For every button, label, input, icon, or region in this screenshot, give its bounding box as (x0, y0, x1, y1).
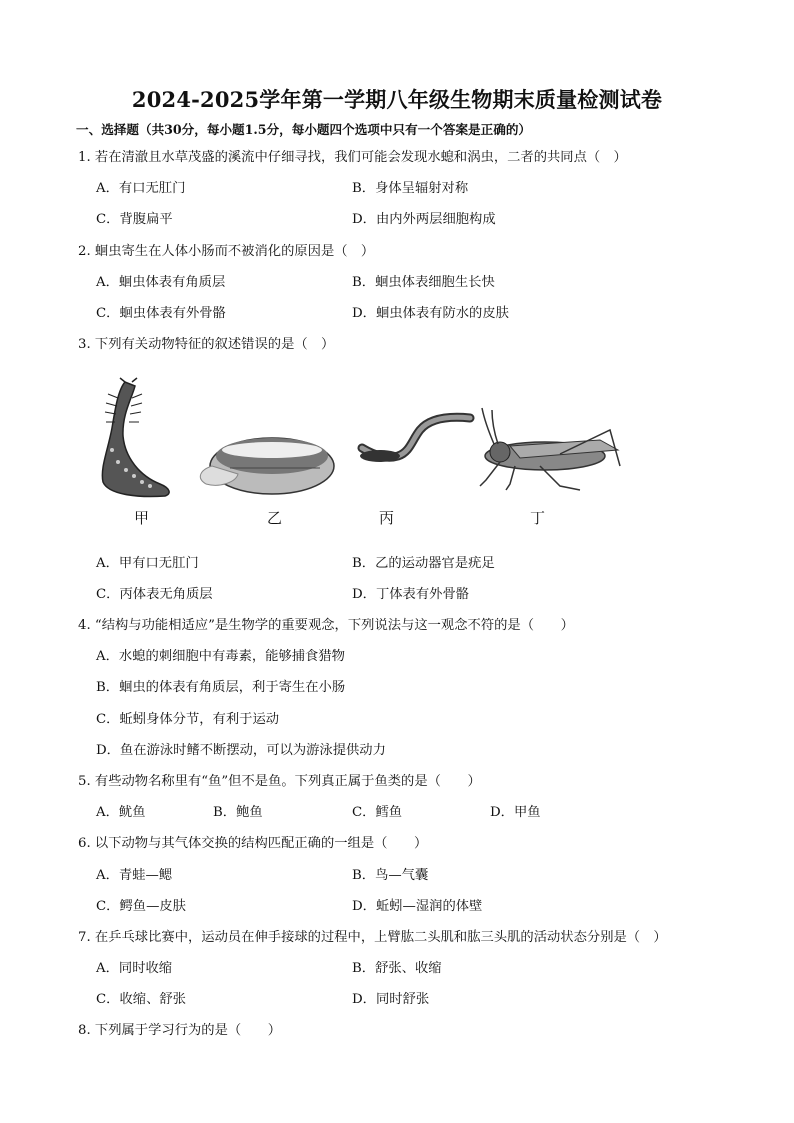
question-3-option-b[interactable]: B．乙的运动器官是疣足 (352, 556, 495, 571)
question-7-stem: 7. 在乒乓球比赛中，运动员在伸手接球的过程中，上臂肱二头肌和肱三头肌的活动状态分别是（ ） (78, 930, 667, 945)
question-2-option-d[interactable]: D．蛔虫体表有防水的皮肤 (352, 306, 509, 321)
question-5-stem: 5. 有些动物名称里有“鱼”但不是鱼。下列真正属于鱼类的是（ ） (78, 774, 481, 789)
question-1-option-c[interactable]: C．背腹扁平 (96, 212, 173, 227)
animals-figure (0, 370, 794, 530)
figure-label-bing: 丙 (379, 509, 395, 527)
grasshopper-illustration (480, 408, 620, 490)
question-7-option-d[interactable]: D．同时舒张 (352, 992, 430, 1007)
question-2-option-a[interactable]: A．蛔虫体表有角质层 (96, 275, 226, 290)
question-3-option-c[interactable]: C．丙体表无角质层 (96, 587, 213, 602)
earthworm-illustration (360, 417, 470, 462)
question-5-option-a[interactable]: A．鱿鱼 (96, 805, 146, 820)
question-3-option-d[interactable]: D．丁体表有外骨骼 (352, 587, 470, 602)
question-2-option-b[interactable]: B．蛔虫体表细胞生长快 (352, 275, 495, 290)
question-6-option-b[interactable]: B．鸟—气囊 (352, 868, 429, 883)
question-8-stem: 8. 下列属于学习行为的是（ ） (78, 1023, 282, 1038)
question-6-option-d[interactable]: D．蚯蚓—湿润的体壁 (352, 899, 483, 914)
question-2-stem: 2. 蛔虫寄生在人体小肠而不被消化的原因是（ ） (78, 244, 375, 259)
clam-illustration (200, 438, 334, 494)
question-4-option-b[interactable]: B．蛔虫的体表有角质层，利于寄生在小肠 (96, 680, 346, 695)
planarian-illustration (102, 378, 169, 496)
question-5-option-d[interactable]: D．甲鱼 (490, 805, 541, 820)
question-3-stem: 3. 下列有关动物特征的叙述错误的是（ ） (78, 337, 335, 352)
question-5-option-b[interactable]: B．鲍鱼 (213, 805, 263, 820)
question-7-option-c[interactable]: C．收缩、舒张 (96, 992, 186, 1007)
question-4-option-d[interactable]: D．鱼在游泳时鳍不断摆动，可以为游泳提供动力 (96, 743, 386, 758)
question-1-option-b[interactable]: B．身体呈辐射对称 (352, 181, 469, 196)
question-6-option-c[interactable]: C．鳄鱼—皮肤 (96, 899, 186, 914)
question-5-option-c[interactable]: C．鳕鱼 (352, 805, 403, 820)
figure-label-ding: 丁 (530, 509, 546, 527)
question-4-option-a[interactable]: A．水螅的刺细胞中有毒素，能够捕食猎物 (96, 649, 345, 664)
question-7-option-a[interactable]: A．同时收缩 (96, 961, 173, 976)
question-6-stem: 6. 以下动物与其气体交换的结构匹配正确的一组是（ ） (78, 836, 428, 851)
question-3-option-a[interactable]: A．甲有口无肛门 (96, 556, 199, 571)
question-1-stem: 1. 若在清澈且水草茂盛的溪流中仔细寻找，我们可能会发现水螅和涡虫，二者的共同点（ ） (78, 150, 627, 165)
question-1-option-d[interactable]: D．由内外两层细胞构成 (352, 212, 496, 227)
question-4-option-c[interactable]: C．蚯蚓身体分节，有利于运动 (96, 712, 280, 727)
section-heading: 一、选择题（共30分，每小题1.5分，每小题四个选项中只有一个答案是正确的） (76, 122, 532, 137)
question-7-option-b[interactable]: B．舒张、收缩 (352, 961, 442, 976)
figure-label-jia: 甲 (134, 509, 150, 527)
question-2-option-c[interactable]: C．蛔虫体表有外骨骼 (96, 306, 226, 321)
page-title: 2024-2025学年第一学期八年级生物期末质量检测试卷 (131, 87, 663, 112)
question-1-option-a[interactable]: A．有口无肛门 (96, 181, 186, 196)
question-4-stem: 4. “结构与功能相适应”是生物学的重要观念，下列说法与这一观念不符的是（ ） (78, 618, 574, 633)
figure-label-yi: 乙 (267, 509, 283, 527)
question-6-option-a[interactable]: A．青蛙—鳃 (96, 868, 173, 883)
